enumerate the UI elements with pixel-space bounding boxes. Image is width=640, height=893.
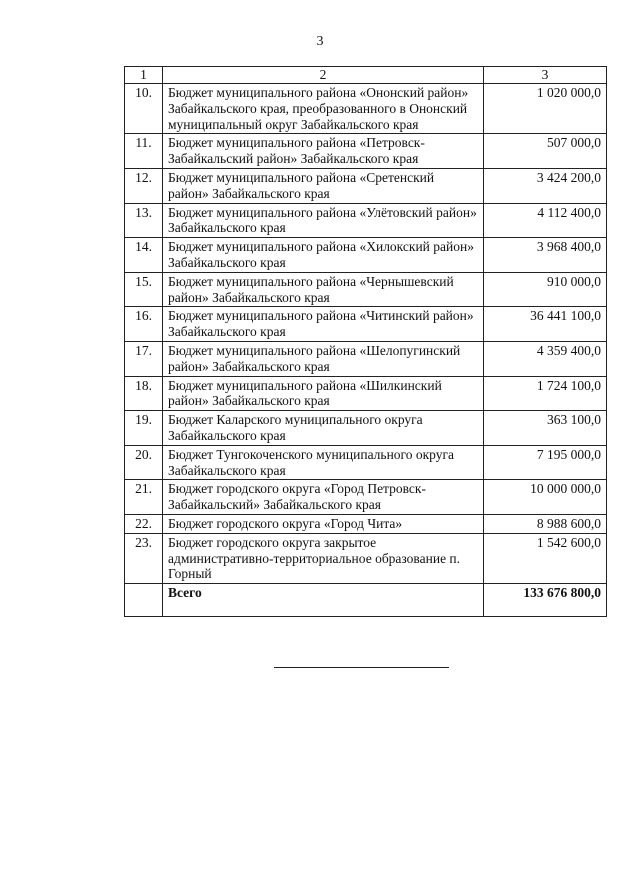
- budget-amount: 4 112 400,0: [484, 203, 607, 238]
- page-number: 3: [316, 34, 324, 49]
- row-number: 15.: [125, 272, 163, 307]
- table-row: [125, 445, 607, 480]
- budget-amount: 3 424 200,0: [484, 168, 607, 203]
- total-number-cell: [125, 584, 163, 617]
- budget-name: Бюджет муниципального района «Ононский район» Забайкальского края, преобразованного в Ононский муниципальный округ Забайкальского края: [163, 84, 484, 134]
- column-header-3: 3: [484, 67, 607, 84]
- total-row: [125, 584, 607, 617]
- column-header-2: 2: [163, 67, 484, 84]
- table-row: [125, 238, 607, 273]
- budget-amount: 4 359 400,0: [484, 341, 607, 376]
- budget-table: [124, 66, 607, 617]
- table-row: [125, 514, 607, 533]
- budget-name: Бюджет городского округа «Город Петровск-Забайкальский» Забайкальского края: [163, 480, 484, 515]
- budget-name: Бюджет муниципального района «Читинский район» Забайкальского края: [163, 307, 484, 342]
- budget-name: Бюджет городского округа «Город Чита»: [163, 514, 484, 533]
- table-row: [125, 341, 607, 376]
- budget-table-body: [125, 67, 607, 617]
- budget-name: Бюджет муниципального района «Чернышевский район» Забайкальского края: [163, 272, 484, 307]
- budget-amount: 910 000,0: [484, 272, 607, 307]
- row-number: 23.: [125, 533, 163, 583]
- budget-amount: 3 968 400,0: [484, 238, 607, 273]
- budget-name: Бюджет муниципального района «Шелопугинский район» Забайкальского края: [163, 341, 484, 376]
- column-header-1: 1: [125, 67, 163, 84]
- end-of-document-line: [274, 667, 449, 668]
- row-number: 14.: [125, 238, 163, 273]
- total-label: Всего: [163, 584, 484, 617]
- row-number: 17.: [125, 341, 163, 376]
- table-row: [125, 272, 607, 307]
- table-row: [125, 84, 607, 134]
- budget-name: Бюджет Каларского муниципального округа Забайкальского края: [163, 411, 484, 446]
- budget-name: Бюджет городского округа закрытое административно-территориальное образование п. Горный: [163, 533, 484, 583]
- table-row: [125, 307, 607, 342]
- row-number: 21.: [125, 480, 163, 515]
- table-row: [125, 533, 607, 583]
- row-number: 16.: [125, 307, 163, 342]
- budget-name: Бюджет Тунгокоченского муниципального округа Забайкальского края: [163, 445, 484, 480]
- row-number: 20.: [125, 445, 163, 480]
- row-number: 10.: [125, 84, 163, 134]
- row-number: 19.: [125, 411, 163, 446]
- budget-amount: 1 542 600,0: [484, 533, 607, 583]
- budget-name: Бюджет муниципального района «Шилкинский район» Забайкальского края: [163, 376, 484, 411]
- table-row: [125, 411, 607, 446]
- budget-amount: 8 988 600,0: [484, 514, 607, 533]
- row-number: 11.: [125, 134, 163, 169]
- budget-amount: 10 000 000,0: [484, 480, 607, 515]
- budget-name: Бюджет муниципального района «Петровск-Забайкальский район» Забайкальского края: [163, 134, 484, 169]
- row-number: 12.: [125, 168, 163, 203]
- budget-amount: 1 724 100,0: [484, 376, 607, 411]
- table-row: [125, 480, 607, 515]
- budget-amount: 7 195 000,0: [484, 445, 607, 480]
- budget-name: Бюджет муниципального района «Сретенский район» Забайкальского края: [163, 168, 484, 203]
- table-header-row: [125, 67, 607, 84]
- budget-name: Бюджет муниципального района «Хилокский район» Забайкальского края: [163, 238, 484, 273]
- table-row: [125, 168, 607, 203]
- budget-name: Бюджет муниципального района «Улётовский район» Забайкальского края: [163, 203, 484, 238]
- budget-amount: 36 441 100,0: [484, 307, 607, 342]
- table-row: [125, 134, 607, 169]
- row-number: 22.: [125, 514, 163, 533]
- row-number: 13.: [125, 203, 163, 238]
- total-amount: 133 676 800,0: [484, 584, 607, 617]
- budget-amount: 507 000,0: [484, 134, 607, 169]
- budget-amount: 363 100,0: [484, 411, 607, 446]
- row-number: 18.: [125, 376, 163, 411]
- table-row: [125, 203, 607, 238]
- budget-amount: 1 020 000,0: [484, 84, 607, 134]
- table-row: [125, 376, 607, 411]
